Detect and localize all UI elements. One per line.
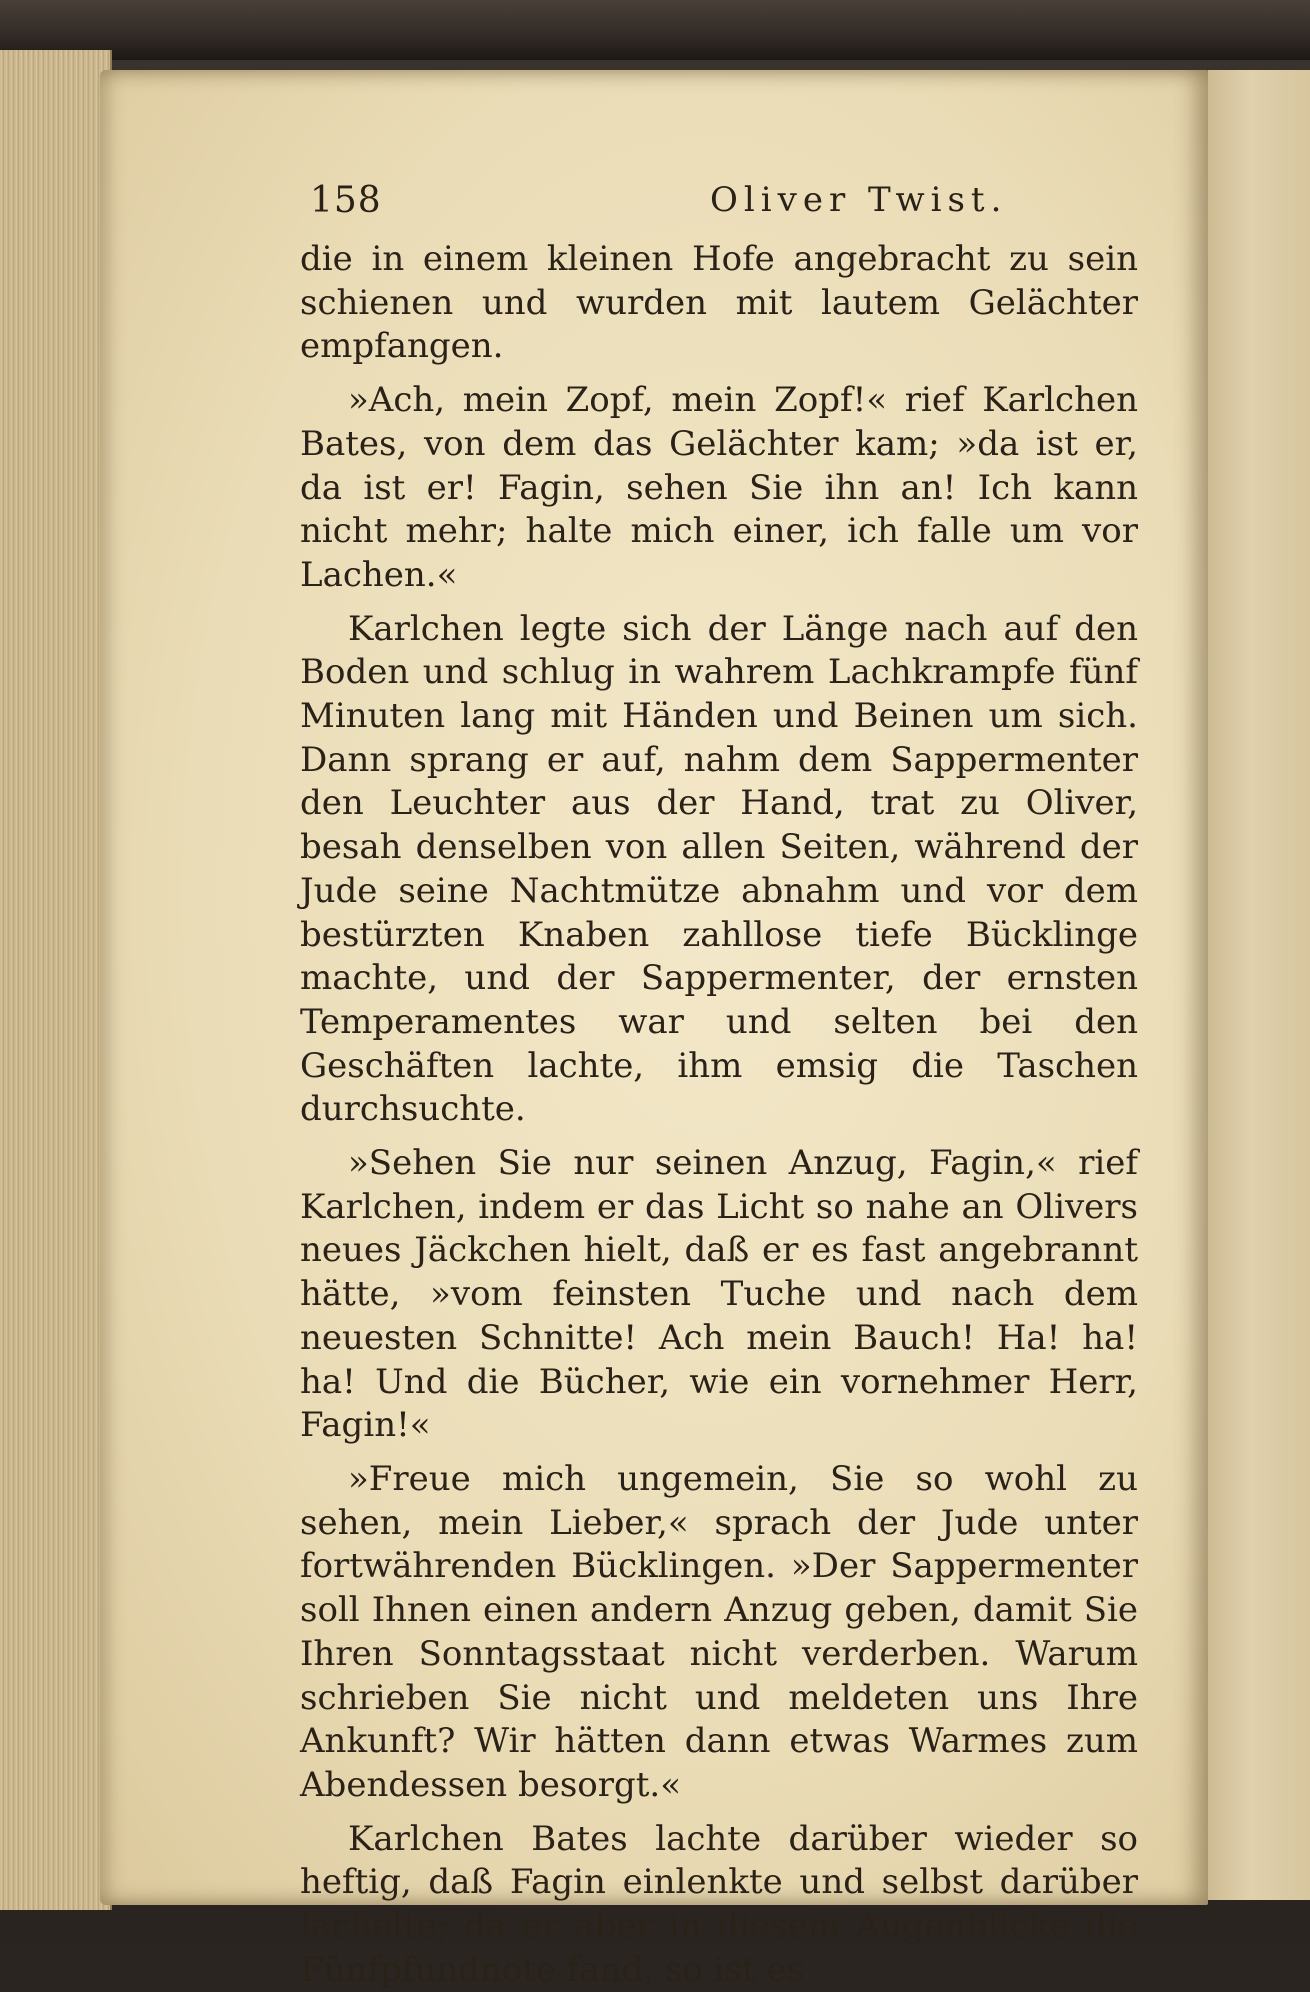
page-number: 158	[310, 180, 382, 221]
page-header	[210, 180, 1130, 226]
paragraph: Karlchen legte sich der Länge nach auf den Boden und schlug in wahrem Lachkrampfe fünf Minuten lang mit Händen und Beinen um sich. Dann sprang er auf, nahm dem Sappermenter den Leuchter aus der Hand, trat zu Oliver, besah denselben von allen Seiten, während der Jude seine Nachtmütze abnahm und vor dem bestürzten Knaben zahllose tiefe Bücklinge machte, und der Sappermenter, der ernsten Temperamentes war und selten bei den Geschäften lachte, ihm emsig die Taschen durchsuchte.	[300, 608, 1138, 1130]
facing-page-edge	[1205, 70, 1310, 1900]
paragraph: Karlchen Bates lachte darüber wieder so heftig, daß Fagin einlenkte und selbst darüber lächelte; da er aber in diesem Augenblicke die Fünfpfundnote fand, so ist es	[300, 1818, 1138, 1990]
paragraph: »Ach, mein Zopf, mein Zopf!« rief Karlchen Bates, von dem das Gelächter kam; »da ist er, da ist er! Fagin, sehen Sie ihn an! Ich kann nicht mehr; halte mich einer, ich falle um vor Lachen.«	[300, 380, 1138, 595]
body-text	[300, 238, 1138, 1992]
book-cover-edge	[0, 0, 1310, 60]
paragraph: die in einem kleinen Hofe angebracht zu sein schienen und wurden mit lautem Gelächter empfangen.	[300, 239, 1138, 367]
running-title: Oliver Twist.	[710, 180, 1008, 220]
paragraph: »Sehen Sie nur seinen Anzug, Fagin,« rief Karlchen, indem er das Licht so nahe an Olivers neues Jäckchen hielt, daß er es fast angebrannt hätte, »vom feinsten Tuche und nach dem neuesten Schnitte! Ach mein Bauch! Ha! ha! ha! Und die Bücher, wie ein vornehmer Herr, Fagin!«	[300, 1143, 1138, 1446]
paragraph: »Freue mich ungemein, Sie so wohl zu sehen, mein Lieber,« sprach der Jude unter fortwährenden Bücklingen. »Der Sappermenter soll Ihnen einen andern Anzug geben, damit Sie Ihren Sonntagsstaat nicht verderben. Warum schrieben Sie nicht und meldeten uns Ihre Ankunft? Wir hätten dann etwas Warmes zum Abendessen besorgt.«	[300, 1458, 1138, 1805]
page-edges	[0, 50, 112, 1910]
